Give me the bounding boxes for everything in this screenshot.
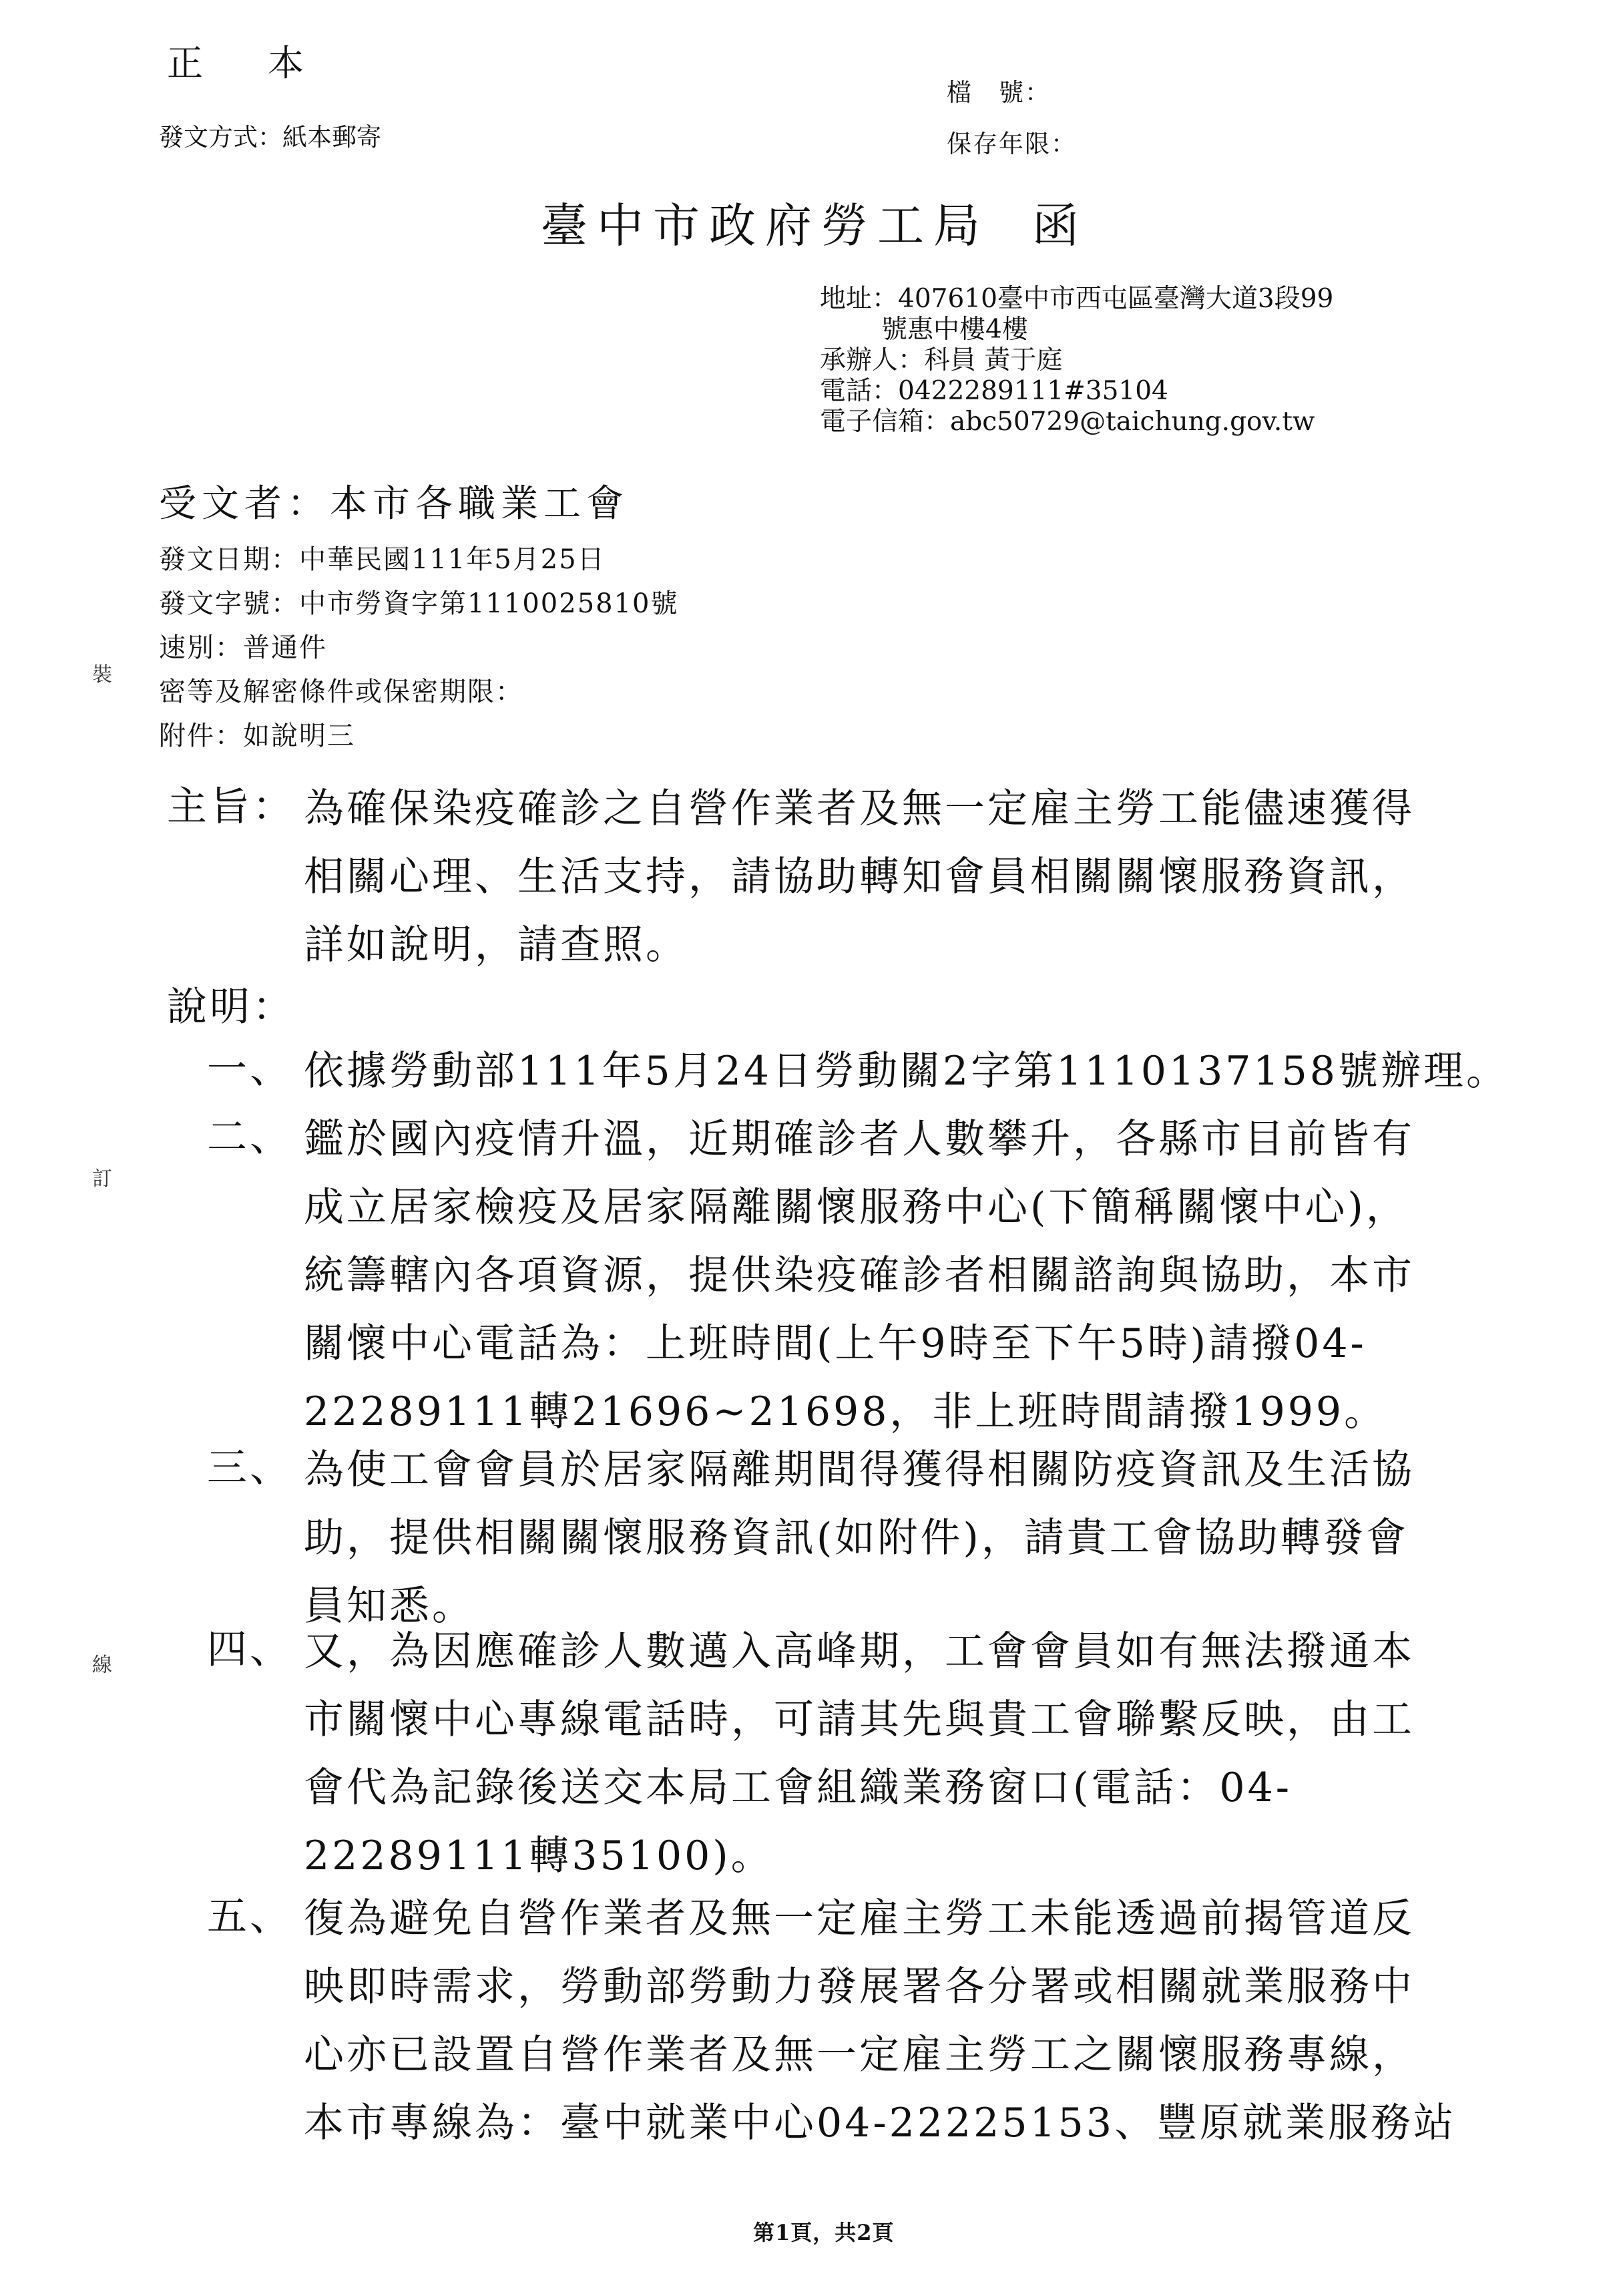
item-line: 依據勞動部111年5月24日勞動關2字第1110137158號辦理。 [304,1048,1509,1095]
binding-mark: 線 [92,1654,112,1677]
recipient: 受文者：本市各職業工會 [159,482,629,526]
item-number: 二、 [207,1114,292,1161]
subject-line: 相關心理、生活支持，請協助轉知會員相關關懷服務資訊， [304,853,1415,900]
contact-block [820,284,1333,437]
item-line: 22289111轉35100)。 [304,1833,774,1879]
binding-mark: 訂 [92,1167,112,1191]
subject-line: 詳如說明，請查照。 [304,922,688,968]
document-number: 發文字號：中市勞資字第1110025810號 [159,588,679,619]
item-line: 統籌轄內各項資源，提供染疫確診者相關諮詢與協助，本市 [304,1252,1415,1299]
item-text [304,1105,1415,1446]
item-number: 四、 [207,1626,292,1673]
item-line: 鑑於國內疫情升溫，近期確診者人數攀升，各縣市目前皆有 [304,1116,1415,1163]
document-title [541,188,1088,256]
security-class: 密等及解密條件或保密期限： [159,677,523,707]
email[interactable]: 電子信箱：abc50729@taichung.gov.tw [820,407,1315,437]
item-line: 心亦已設置自營作業者及無一定雇主勞工之關懷服務專線， [304,2032,1415,2078]
item-line: 映即時需求，勞動部勞動力發展署各分署或相關就業服務中 [304,1963,1415,2010]
file-number-label: 檔 號： [947,78,1051,107]
item-text [304,1436,1415,1640]
item-number: 三、 [207,1445,292,1491]
page-number: 第1頁，共2頁 [753,2220,895,2245]
binding-mark: 裝 [92,663,112,687]
item-line: 市關懷中心專線電話時，可請其先與貴工會聯繫反映，由工 [304,1696,1415,1743]
meta-block [159,538,679,758]
item-line: 22289111轉21696~21698，非上班時間請撥1999。 [304,1388,1387,1435]
item-line: 員知悉。 [304,1583,475,1630]
retention-label: 保存年限： [947,130,1077,158]
item-text [304,1037,1509,1105]
address-line-2: 號惠中樓4樓 [881,315,1028,345]
subject-label: 主旨： [167,783,295,830]
item-text [304,1617,1415,1890]
item-line: 復為避免自營作業者及無一定雇主勞工未能透過前揭管道反 [304,1895,1415,1942]
item-number: 五、 [207,1893,292,1940]
item-number: 一、 [207,1046,292,1093]
item-line: 本市專線為：臺中就業中心04-22225153、豐原就業服務站 [304,2100,1457,2146]
item-line: 會代為記錄後送交本局工會組織業務窗口(電話：04- [304,1764,1293,1811]
item-line: 成立居家檢疫及居家隔離關懷服務中心(下簡稱關懷中心)， [304,1184,1409,1231]
subject-line: 為確保染疫確診之自營作業者及無一定雇主勞工能儘速獲得 [304,785,1415,832]
issuing-org: 臺中市政府勞工局 [541,198,989,253]
copy-mark: 正 本 [167,42,331,84]
send-method: 發文方式：紙本郵寄 [159,123,381,152]
doc-type: 函 [1032,198,1088,253]
item-text [304,1885,1456,2157]
address-line-1: 地址：407610臺中市西屯區臺灣大道3段99 [820,284,1334,314]
speed-class: 速別：普通件 [159,632,327,663]
issue-date: 發文日期：中華民國111年5月25日 [159,544,606,575]
item-line: 助，提供相關關懷服務資訊(如附件)，請貴工會協助轉發會 [304,1515,1409,1561]
item-line: 關懷中心電話為：上班時間(上午9時至下午5時)請撥04- [304,1320,1367,1367]
subject-text [304,775,1415,979]
phone: 電話：0422289111#35104 [820,376,1168,406]
handler: 承辦人：科員 黃于庭 [820,345,1063,375]
item-line: 為使工會會員於居家隔離期間得獲得相關防疫資訊及生活協 [304,1447,1415,1493]
item-line: 又，為因應確診人數邁入高峰期，工會會員如有無法撥通本 [304,1628,1415,1675]
attachment: 附件：如說明三 [159,721,355,751]
explanation-label: 說明： [167,984,295,1030]
